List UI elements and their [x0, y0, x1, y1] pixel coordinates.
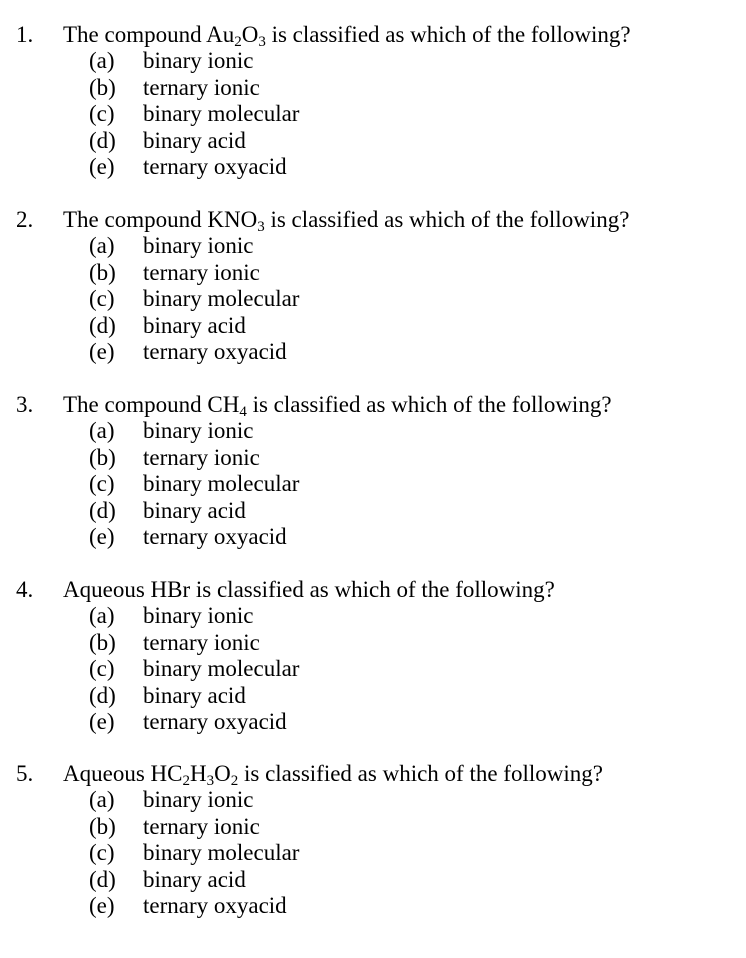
stem-text: is classified as which of the following?	[238, 761, 603, 786]
option-text: ternary ionic	[143, 74, 260, 100]
option-text: binary acid	[143, 127, 246, 153]
answer-options	[0, 418, 400, 551]
option-b	[0, 630, 400, 657]
stem-text: H	[189, 761, 207, 786]
option-letter: (a)	[89, 603, 115, 628]
option-a	[0, 787, 400, 814]
answer-options	[0, 603, 400, 736]
option-d	[0, 683, 400, 710]
option-text: binary molecular	[143, 471, 300, 496]
option-text: ternary oxyacid	[143, 339, 287, 364]
question-stem	[63, 392, 612, 418]
question-number: 4.	[16, 577, 34, 602]
option-d	[0, 128, 400, 155]
option-letter: (a)	[89, 233, 115, 258]
answer-options	[0, 787, 400, 920]
option-text: binary ionic	[143, 418, 254, 443]
option-c	[0, 286, 400, 313]
subscript: 3	[257, 219, 265, 235]
subscript: 4	[239, 404, 247, 420]
option-letter: (e)	[89, 524, 115, 549]
option-letter: (d)	[89, 127, 116, 153]
option-text: ternary ionic	[143, 259, 260, 285]
option-text: binary ionic	[143, 48, 254, 73]
option-letter: (c)	[89, 471, 115, 496]
option-e	[0, 893, 400, 920]
question-stem	[63, 761, 603, 787]
question-stem	[63, 577, 555, 603]
stem-text: The compound KNO	[63, 207, 258, 232]
option-text: binary acid	[143, 312, 246, 338]
option-b	[0, 75, 400, 102]
option-a	[0, 603, 400, 630]
option-a	[0, 233, 400, 260]
stem-text: The compound CH	[63, 392, 240, 417]
option-text: binary acid	[143, 497, 246, 523]
option-text: ternary ionic	[143, 629, 260, 655]
option-text: binary molecular	[143, 840, 300, 865]
option-letter: (e)	[89, 709, 115, 734]
subscript: 2	[182, 773, 190, 789]
subscript: 2	[230, 773, 239, 789]
option-letter: (e)	[89, 154, 115, 179]
question-number: 2.	[16, 207, 34, 232]
stem-text: Aqueous HC	[63, 761, 183, 786]
option-text: binary ionic	[143, 603, 254, 628]
option-letter: (c)	[89, 840, 115, 865]
subscript: 3	[258, 34, 266, 50]
option-text: binary molecular	[143, 101, 300, 126]
option-e	[0, 524, 400, 551]
stem-text: is classified as which of the following?	[265, 22, 631, 47]
option-letter: (e)	[89, 339, 115, 364]
option-text: ternary oxyacid	[143, 709, 287, 734]
question-number: 3.	[16, 392, 34, 417]
option-text: ternary oxyacid	[143, 154, 287, 179]
option-letter: (a)	[89, 48, 115, 73]
option-letter: (d)	[89, 682, 116, 708]
answer-options	[0, 233, 400, 366]
subscript: 2	[234, 34, 242, 50]
option-text: binary ionic	[143, 787, 254, 812]
option-c	[0, 656, 400, 683]
option-letter: (d)	[89, 312, 116, 338]
option-letter: (b)	[89, 444, 116, 470]
question-number: 5.	[16, 761, 34, 786]
option-letter: (a)	[89, 787, 115, 812]
option-d	[0, 867, 400, 894]
stem-text: is classified as which of the following?	[246, 392, 612, 417]
option-letter: (d)	[89, 866, 116, 892]
option-c	[0, 471, 400, 498]
question-number: 1.	[16, 22, 34, 47]
option-letter: (c)	[89, 656, 115, 681]
option-text: binary molecular	[143, 656, 300, 681]
stem-text: The compound Au	[63, 22, 235, 47]
option-text: ternary ionic	[143, 444, 260, 470]
option-text: binary acid	[143, 682, 246, 708]
option-text: ternary ionic	[143, 813, 260, 839]
option-b	[0, 445, 400, 472]
option-letter: (b)	[89, 74, 116, 100]
option-c	[0, 840, 400, 867]
option-e	[0, 709, 400, 736]
option-a	[0, 418, 400, 445]
subscript: 3	[206, 773, 215, 789]
option-d	[0, 498, 400, 525]
stem-text: is classified as which of the following?	[264, 207, 630, 232]
option-c	[0, 101, 400, 128]
option-letter: (d)	[89, 497, 116, 523]
question-stem	[63, 207, 629, 233]
option-letter: (b)	[89, 629, 116, 655]
option-letter: (b)	[89, 813, 116, 839]
option-a	[0, 48, 400, 75]
stem-text: Aqueous HBr is classified as which of the following?	[63, 577, 555, 602]
option-text: binary ionic	[143, 233, 254, 258]
option-letter: (e)	[89, 893, 115, 918]
option-letter: (c)	[89, 286, 115, 311]
stem-text: O	[241, 22, 259, 47]
option-b	[0, 814, 400, 841]
option-e	[0, 154, 400, 181]
option-text: ternary oxyacid	[143, 524, 287, 549]
answer-options	[0, 48, 400, 181]
option-letter: (c)	[89, 101, 115, 126]
option-letter: (b)	[89, 259, 116, 285]
question-stem	[63, 22, 631, 48]
option-letter: (a)	[89, 418, 115, 443]
option-text: binary acid	[143, 866, 246, 892]
option-text: ternary oxyacid	[143, 893, 287, 918]
option-d	[0, 313, 400, 340]
stem-text: O	[214, 761, 231, 786]
option-e	[0, 339, 400, 366]
option-b	[0, 260, 400, 287]
option-text: binary molecular	[143, 286, 300, 311]
